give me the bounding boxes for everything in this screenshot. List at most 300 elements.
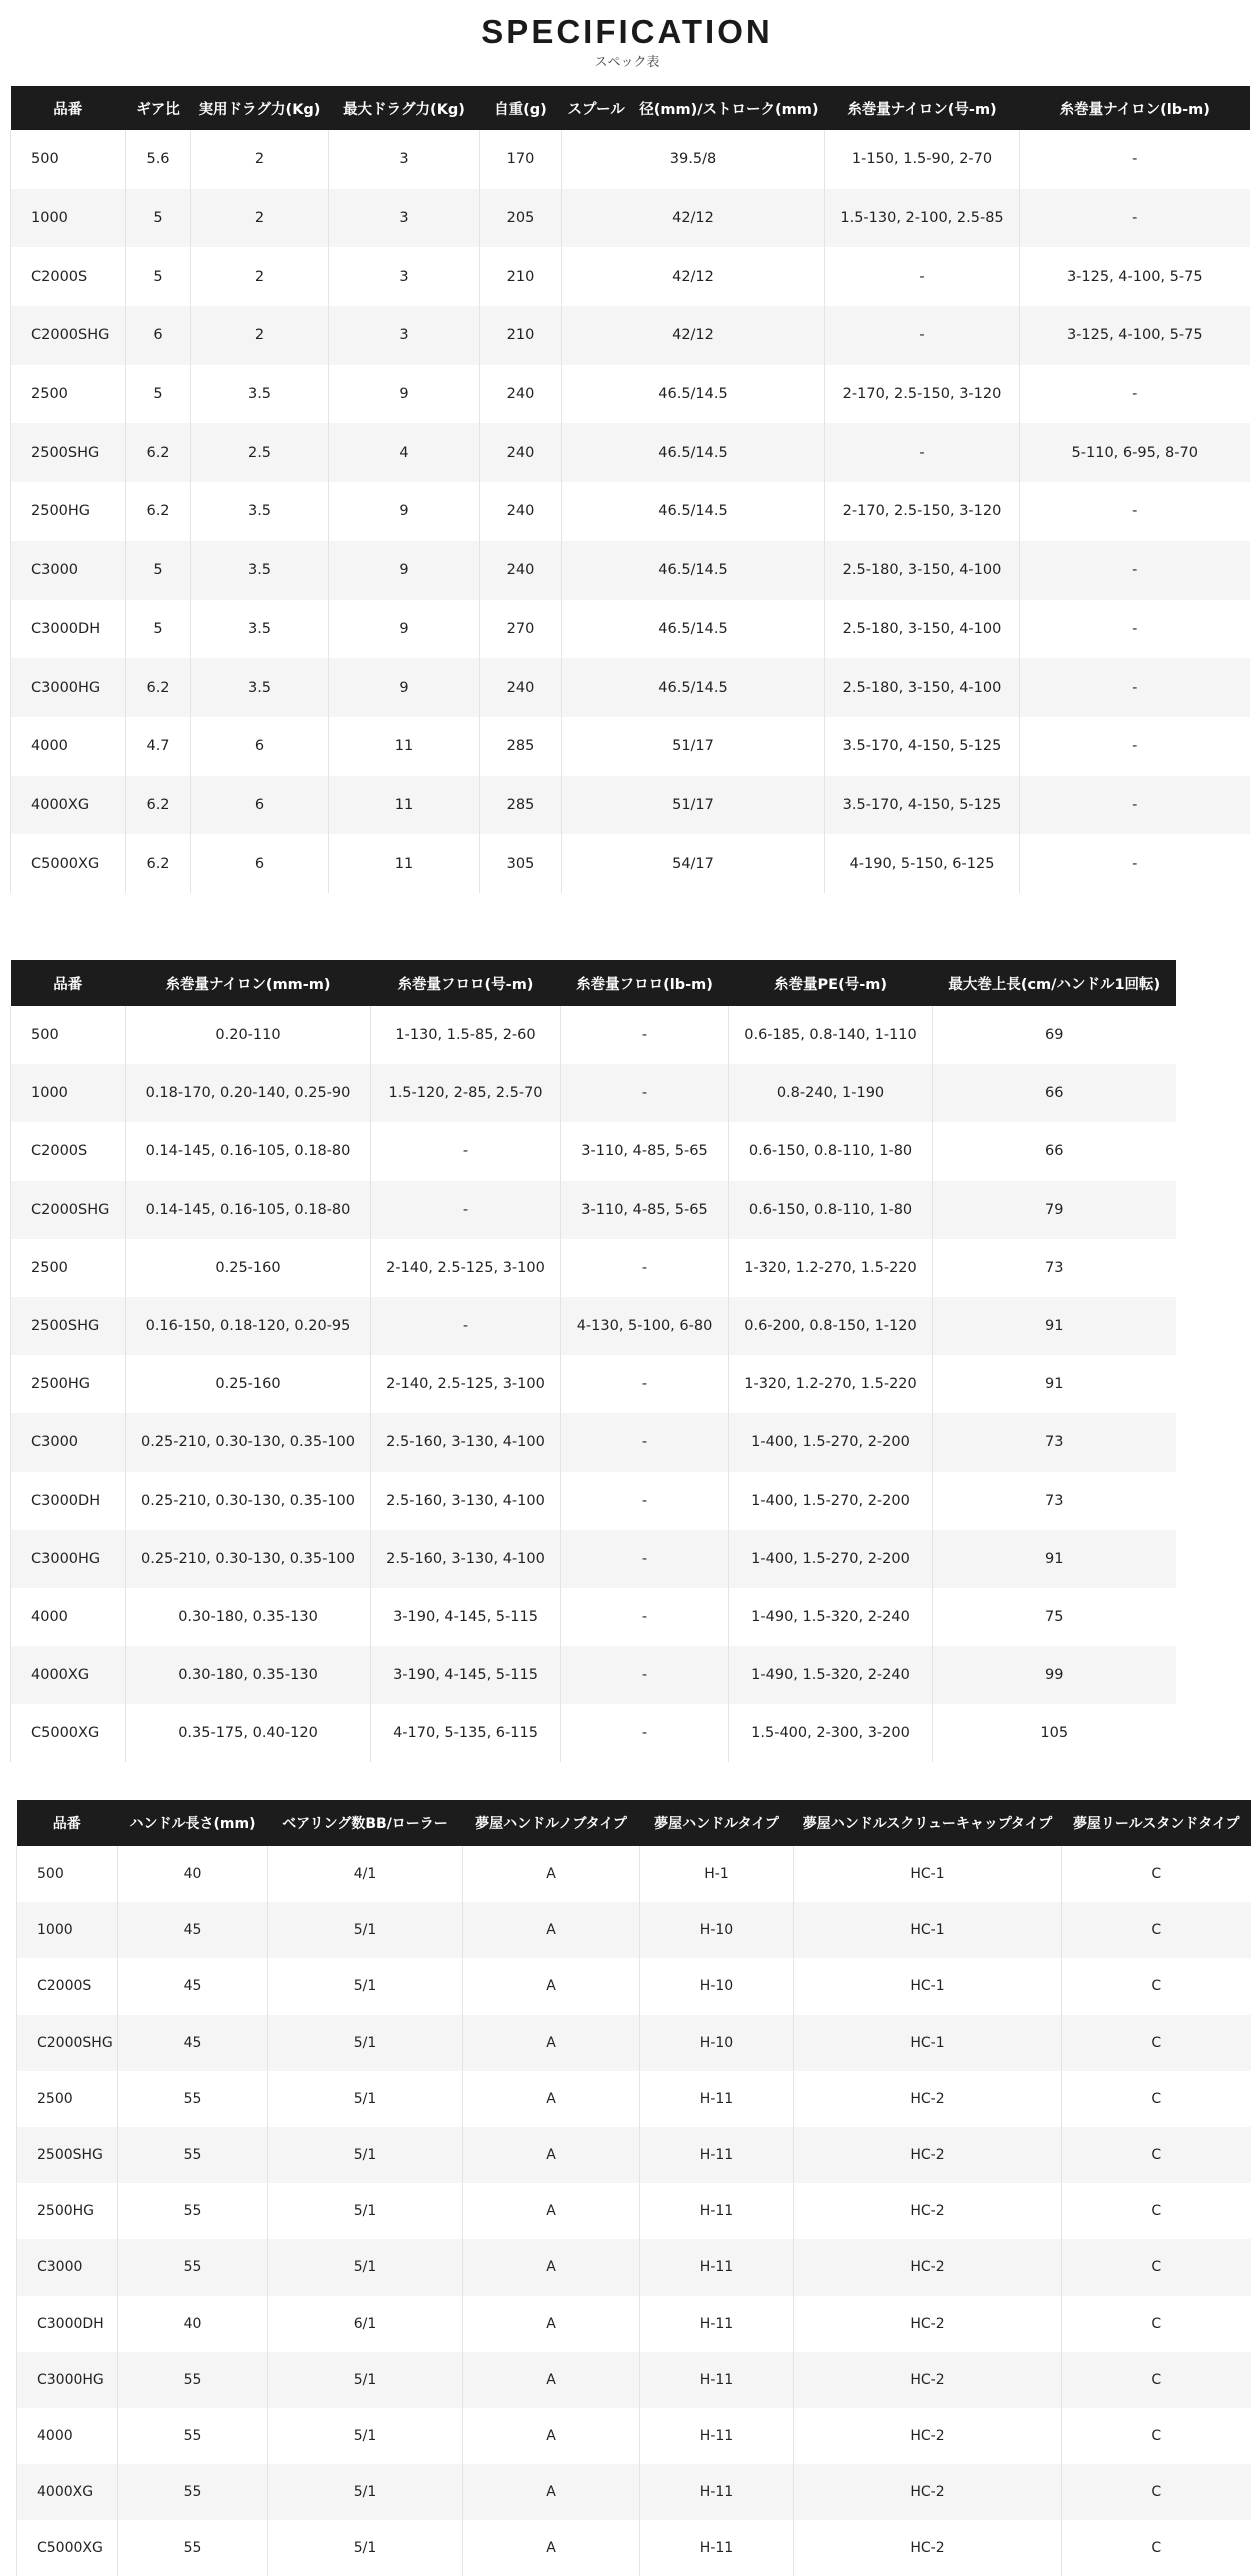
column-header: 夢屋ハンドルタイプ (640, 1800, 794, 1846)
table-cell: - (561, 1646, 729, 1704)
table-cell: A (463, 2520, 640, 2576)
table-cell: H-11 (640, 2520, 794, 2576)
table-cell: C (1062, 2352, 1251, 2408)
table-cell: 0.20-110 (126, 1006, 371, 1064)
table-cell: 4 (329, 423, 480, 482)
model-cell: 500 (11, 130, 126, 189)
table-cell: 1-320, 1.2-270, 1.5-220 (729, 1239, 933, 1297)
table-row (11, 247, 1250, 306)
table-cell: 5/1 (268, 2352, 463, 2408)
table-cell: 4-190, 5-150, 6-125 (825, 834, 1020, 893)
table-cell: 55 (118, 2239, 268, 2295)
table-cell: 6.2 (126, 482, 191, 541)
table-row (11, 717, 1250, 776)
table-cell: 40 (118, 2296, 268, 2352)
column-header: 品番 (11, 960, 126, 1006)
table-cell: 1.5-120, 2-85, 2.5-70 (371, 1064, 561, 1122)
table-row (17, 1902, 1251, 1958)
model-cell: 2500HG (17, 2183, 118, 2239)
model-cell: C3000 (11, 541, 126, 600)
table-cell: - (371, 1122, 561, 1180)
table-cell: H-11 (640, 2408, 794, 2464)
table-cell: 2 (191, 306, 329, 365)
page-subtitle: スペック表 (594, 55, 660, 70)
table-cell: 0.6-150, 0.8-110, 1-80 (729, 1181, 933, 1239)
column-header: 実用ドラグ力(Kg) (191, 86, 329, 130)
table-cell: 0.25-160 (126, 1239, 371, 1297)
column-header: 糸巻量PE(号-m) (729, 960, 933, 1006)
model-cell: 2500HG (11, 1355, 126, 1413)
table-cell: 46.5/14.5 (562, 423, 825, 482)
table-row (11, 1006, 1176, 1064)
table-cell: 11 (329, 717, 480, 776)
table-cell: HC-1 (794, 1902, 1062, 1958)
model-cell: 2500HG (11, 482, 126, 541)
table-row (17, 1958, 1251, 2014)
table-cell: C (1062, 2127, 1251, 2183)
table-cell: 51/17 (562, 776, 825, 835)
table-cell: C (1062, 2071, 1251, 2127)
table-cell: A (463, 2183, 640, 2239)
table-cell: 42/12 (562, 189, 825, 248)
table-cell: HC-2 (794, 2239, 1062, 2295)
table-cell: 45 (118, 1902, 268, 1958)
table-cell: 69 (933, 1006, 1176, 1064)
table-row (11, 1472, 1176, 1530)
model-cell: 4000 (11, 717, 126, 776)
table-cell: 46.5/14.5 (562, 482, 825, 541)
model-cell: 4000XG (17, 2464, 118, 2520)
table-cell: A (463, 2239, 640, 2295)
column-header: ギア比 (126, 86, 191, 130)
column-header: 夢屋ハンドルスクリューキャップタイプ (794, 1800, 1062, 1846)
table-cell: 6.2 (126, 423, 191, 482)
table-cell: - (1020, 541, 1250, 600)
table-row (17, 2071, 1251, 2127)
table-cell: 91 (933, 1530, 1176, 1588)
table-cell: 55 (118, 2127, 268, 2183)
column-header: 最大ドラグ力(Kg) (329, 86, 480, 130)
model-cell: 2500SHG (11, 423, 126, 482)
table-cell: 4.7 (126, 717, 191, 776)
table-cell: 1-320, 1.2-270, 1.5-220 (729, 1355, 933, 1413)
table-cell: 9 (329, 482, 480, 541)
table-cell: 2.5-180, 3-150, 4-100 (825, 658, 1020, 717)
table-cell: 285 (480, 717, 562, 776)
table-cell: 46.5/14.5 (562, 541, 825, 600)
table-row (11, 1239, 1176, 1297)
table-row (11, 1122, 1176, 1180)
table-cell: C (1062, 2464, 1251, 2520)
table-row (17, 2296, 1251, 2352)
table-cell: 2.5-160, 3-130, 4-100 (371, 1472, 561, 1530)
model-cell: 1000 (11, 1064, 126, 1122)
table-cell: 1-400, 1.5-270, 2-200 (729, 1530, 933, 1588)
table-cell: 75 (933, 1588, 1176, 1646)
table-cell: 46.5/14.5 (562, 365, 825, 424)
table-cell: 9 (329, 541, 480, 600)
table-cell: - (1020, 600, 1250, 659)
table-cell: 5/1 (268, 2408, 463, 2464)
table-row (17, 2127, 1251, 2183)
table-cell: 0.30-180, 0.35-130 (126, 1588, 371, 1646)
table-cell: 0.14-145, 0.16-105, 0.18-80 (126, 1181, 371, 1239)
model-cell: C2000SHG (11, 1181, 126, 1239)
table-cell: 6.2 (126, 658, 191, 717)
table-cell: - (371, 1181, 561, 1239)
table-cell: A (463, 2296, 640, 2352)
table-cell: 0.25-210, 0.30-130, 0.35-100 (126, 1413, 371, 1471)
table-cell: A (463, 1958, 640, 2014)
table-cell: C (1062, 2015, 1251, 2071)
table-cell: - (561, 1588, 729, 1646)
table-cell: A (463, 1846, 640, 1902)
table-cell: 285 (480, 776, 562, 835)
table-cell: HC-2 (794, 2464, 1062, 2520)
table-cell: - (1020, 365, 1250, 424)
model-cell: C3000DH (11, 1472, 126, 1530)
model-cell: 4000 (11, 1588, 126, 1646)
table-cell: H-11 (640, 2239, 794, 2295)
table-row (11, 1355, 1176, 1413)
table-cell: 5 (126, 541, 191, 600)
table-cell: 6 (191, 834, 329, 893)
table-cell: 42/12 (562, 306, 825, 365)
table-row (11, 482, 1250, 541)
table-cell: C (1062, 2239, 1251, 2295)
table-cell: - (561, 1239, 729, 1297)
table-cell: 0.14-145, 0.16-105, 0.18-80 (126, 1122, 371, 1180)
table-cell: C (1062, 1846, 1251, 1902)
table-cell: 5 (126, 365, 191, 424)
table-row (11, 189, 1250, 248)
table-cell: 2.5-160, 3-130, 4-100 (371, 1530, 561, 1588)
table-cell: 2 (191, 247, 329, 306)
table-cell: 4-130, 5-100, 6-80 (561, 1297, 729, 1355)
table-header-row (11, 960, 1176, 1006)
spec-table-2 (10, 960, 1176, 1762)
model-cell: C2000SHG (17, 2015, 118, 2071)
table-cell: 5/1 (268, 2127, 463, 2183)
model-cell: 1000 (11, 189, 126, 248)
table-row (17, 2239, 1251, 2295)
table-cell: 3 (329, 189, 480, 248)
table-cell: 1-490, 1.5-320, 2-240 (729, 1588, 933, 1646)
model-cell: C2000S (17, 1958, 118, 2014)
table-cell: 3.5 (191, 600, 329, 659)
table-cell: 240 (480, 423, 562, 482)
table-cell: 3.5-170, 4-150, 5-125 (825, 776, 1020, 835)
table-cell: C (1062, 2296, 1251, 2352)
table-cell: A (463, 2015, 640, 2071)
table-cell: C (1062, 1958, 1251, 2014)
model-cell: 500 (11, 1006, 126, 1064)
table-cell: 5.6 (126, 130, 191, 189)
table-cell: H-11 (640, 2464, 794, 2520)
table-cell: 2.5-180, 3-150, 4-100 (825, 541, 1020, 600)
table-cell: H-10 (640, 1902, 794, 1958)
model-cell: 2500 (11, 365, 126, 424)
table-cell: 5 (126, 189, 191, 248)
table-cell: H-1 (640, 1846, 794, 1902)
table-cell: 3-110, 4-85, 5-65 (561, 1181, 729, 1239)
table-cell: 99 (933, 1646, 1176, 1704)
table-cell: 2.5 (191, 423, 329, 482)
table-cell: - (1020, 658, 1250, 717)
table-cell: 3 (329, 247, 480, 306)
table-cell: 3-125, 4-100, 5-75 (1020, 306, 1250, 365)
table-cell: 6.2 (126, 776, 191, 835)
table-cell: 73 (933, 1472, 1176, 1530)
table-cell: 51/17 (562, 717, 825, 776)
spec-table-3 (16, 1800, 1251, 2576)
table-row (17, 2352, 1251, 2408)
spec-table-1 (10, 86, 1250, 893)
table-cell: - (371, 1297, 561, 1355)
column-header: ベアリング数BB/ローラー (268, 1800, 463, 1846)
table-cell: 45 (118, 2015, 268, 2071)
table-cell: A (463, 2408, 640, 2464)
table-cell: HC-1 (794, 1958, 1062, 2014)
table-row (11, 658, 1250, 717)
table-cell: - (561, 1064, 729, 1122)
table-cell: A (463, 2352, 640, 2408)
table-cell: 9 (329, 658, 480, 717)
table-row (11, 1064, 1176, 1122)
table-cell: 4/1 (268, 1846, 463, 1902)
table-cell: 55 (118, 2183, 268, 2239)
column-header: 自重(g) (480, 86, 562, 130)
model-cell: C3000DH (11, 600, 126, 659)
table-cell: 6.2 (126, 834, 191, 893)
table-cell: - (1020, 776, 1250, 835)
table-cell: 6 (126, 306, 191, 365)
model-cell: C5000XG (11, 834, 126, 893)
table-row (11, 834, 1250, 893)
model-cell: C3000DH (17, 2296, 118, 2352)
table-cell: 6 (191, 776, 329, 835)
table-cell: 3.5 (191, 658, 329, 717)
table-cell: H-10 (640, 2015, 794, 2071)
table-row (11, 130, 1250, 189)
table-row (11, 1530, 1176, 1588)
table-cell: 91 (933, 1297, 1176, 1355)
model-cell: C3000 (11, 1413, 126, 1471)
table-header-row (11, 86, 1250, 130)
table-cell: 3.5 (191, 365, 329, 424)
table-cell: 3 (329, 306, 480, 365)
table-cell: 73 (933, 1239, 1176, 1297)
table-cell: - (1020, 717, 1250, 776)
table-cell: - (561, 1530, 729, 1588)
table-cell: 0.30-180, 0.35-130 (126, 1646, 371, 1704)
table-cell: 240 (480, 541, 562, 600)
table-cell: - (561, 1413, 729, 1471)
table-cell: 5 (126, 247, 191, 306)
table-cell: 1-130, 1.5-85, 2-60 (371, 1006, 561, 1064)
table-cell: 9 (329, 600, 480, 659)
spec-header (0, 0, 1254, 78)
table-cell: - (561, 1006, 729, 1064)
column-header: 糸巻量ナイロン(号-m) (825, 86, 1020, 130)
model-cell: 2500SHG (11, 1297, 126, 1355)
table-cell: C (1062, 1902, 1251, 1958)
table-cell: - (561, 1355, 729, 1413)
column-header: 糸巻量フロロ(lb-m) (561, 960, 729, 1006)
table-cell: - (825, 247, 1020, 306)
table-cell: 2.5-180, 3-150, 4-100 (825, 600, 1020, 659)
table-row (17, 2464, 1251, 2520)
table-cell: - (825, 306, 1020, 365)
table-cell: 66 (933, 1122, 1176, 1180)
model-cell: 2500SHG (17, 2127, 118, 2183)
table-cell: 3-125, 4-100, 5-75 (1020, 247, 1250, 306)
table-cell: 55 (118, 2464, 268, 2520)
table-cell: 210 (480, 247, 562, 306)
table-cell: 9 (329, 365, 480, 424)
table-cell: 0.35-175, 0.40-120 (126, 1704, 371, 1762)
model-cell: 4000XG (11, 776, 126, 835)
table-row (17, 1846, 1251, 1902)
table-cell: HC-2 (794, 2296, 1062, 2352)
table-cell: HC-1 (794, 2015, 1062, 2071)
column-header: スプール 径(mm)/ストローク(mm) (562, 86, 825, 130)
table-cell: C (1062, 2408, 1251, 2464)
table-row (11, 365, 1250, 424)
column-header: 糸巻量ナイロン(mm-m) (126, 960, 371, 1006)
table-cell: 11 (329, 776, 480, 835)
model-cell: C2000S (11, 247, 126, 306)
table-cell: C (1062, 2520, 1251, 2576)
model-cell: 4000XG (11, 1646, 126, 1704)
table-cell: - (1020, 130, 1250, 189)
table-cell: C (1062, 2183, 1251, 2239)
table-cell: HC-2 (794, 2127, 1062, 2183)
table-cell: HC-2 (794, 2408, 1062, 2464)
table-row (11, 1297, 1176, 1355)
table-header-row (17, 1800, 1251, 1846)
table-cell: 3-110, 4-85, 5-65 (561, 1122, 729, 1180)
table-cell: 42/12 (562, 247, 825, 306)
table-cell: 5/1 (268, 2464, 463, 2520)
table-cell: 5/1 (268, 2071, 463, 2127)
table-cell: 5/1 (268, 2520, 463, 2576)
table-cell: 39.5/8 (562, 130, 825, 189)
column-header: 品番 (11, 86, 126, 130)
table-cell: 0.25-160 (126, 1355, 371, 1413)
table-cell: HC-1 (794, 1846, 1062, 1902)
table-row (17, 2015, 1251, 2071)
table-cell: - (561, 1472, 729, 1530)
table-cell: 205 (480, 189, 562, 248)
table-cell: 2-170, 2.5-150, 3-120 (825, 365, 1020, 424)
table-cell: 91 (933, 1355, 1176, 1413)
model-cell: C3000HG (11, 1530, 126, 1588)
table-cell: 6/1 (268, 2296, 463, 2352)
table-cell: 5/1 (268, 1902, 463, 1958)
table-row (11, 1704, 1176, 1762)
table-cell: 3.5-170, 4-150, 5-125 (825, 717, 1020, 776)
column-header: 糸巻量ナイロン(lb-m) (1020, 86, 1250, 130)
table-cell: 4-170, 5-135, 6-115 (371, 1704, 561, 1762)
model-cell: 1000 (17, 1902, 118, 1958)
table-row (11, 1413, 1176, 1471)
table-cell: 5/1 (268, 2239, 463, 2295)
model-cell: 2500 (17, 2071, 118, 2127)
model-cell: C3000 (17, 2239, 118, 2295)
model-cell: C5000XG (11, 1704, 126, 1762)
table-cell: 0.6-150, 0.8-110, 1-80 (729, 1122, 933, 1180)
table-cell: 40 (118, 1846, 268, 1902)
table-row (11, 600, 1250, 659)
table-cell: 5/1 (268, 2183, 463, 2239)
table-cell: HC-2 (794, 2520, 1062, 2576)
table-cell: 3.5 (191, 541, 329, 600)
table-cell: 46.5/14.5 (562, 600, 825, 659)
table-cell: 3.5 (191, 482, 329, 541)
table-cell: 66 (933, 1064, 1176, 1122)
table-cell: 240 (480, 365, 562, 424)
table-cell: HC-2 (794, 2183, 1062, 2239)
column-header: 品番 (17, 1800, 118, 1846)
model-cell: C3000HG (17, 2352, 118, 2408)
table-cell: 2-140, 2.5-125, 3-100 (371, 1239, 561, 1297)
model-cell: 2500 (11, 1239, 126, 1297)
table-cell: 170 (480, 130, 562, 189)
model-cell: 4000 (17, 2408, 118, 2464)
table-cell: 55 (118, 2352, 268, 2408)
column-header: ハンドル長さ(mm) (118, 1800, 268, 1846)
table-cell: H-11 (640, 2071, 794, 2127)
table-cell: A (463, 2071, 640, 2127)
table-cell: HC-2 (794, 2071, 1062, 2127)
table-row (11, 306, 1250, 365)
table-cell: 2.5-160, 3-130, 4-100 (371, 1413, 561, 1471)
table-row (11, 1646, 1176, 1704)
page-title: SPECIFICATION (481, 13, 773, 50)
table-cell: 1-400, 1.5-270, 2-200 (729, 1472, 933, 1530)
model-cell: 500 (17, 1846, 118, 1902)
table-cell: 0.6-200, 0.8-150, 1-120 (729, 1297, 933, 1355)
table-cell: 2-170, 2.5-150, 3-120 (825, 482, 1020, 541)
table-cell: 79 (933, 1181, 1176, 1239)
model-cell: C2000SHG (11, 306, 126, 365)
table-cell: 305 (480, 834, 562, 893)
table-cell: 73 (933, 1413, 1176, 1471)
table-cell: A (463, 1902, 640, 1958)
table-cell: 105 (933, 1704, 1176, 1762)
table-cell: 55 (118, 2071, 268, 2127)
table-cell: H-11 (640, 2183, 794, 2239)
table-cell: H-11 (640, 2296, 794, 2352)
table-cell: 1.5-130, 2-100, 2.5-85 (825, 189, 1020, 248)
table-cell: 270 (480, 600, 562, 659)
table-cell: 5/1 (268, 1958, 463, 2014)
table-cell: 5/1 (268, 2015, 463, 2071)
table-cell: A (463, 2127, 640, 2183)
table-row (11, 541, 1250, 600)
table-cell: 5-110, 6-95, 8-70 (1020, 423, 1250, 482)
table-row (11, 776, 1250, 835)
column-header: 夢屋ハンドルノブタイプ (463, 1800, 640, 1846)
table-cell: 0.6-185, 0.8-140, 1-110 (729, 1006, 933, 1064)
model-cell: C2000S (11, 1122, 126, 1180)
table-cell: 3-190, 4-145, 5-115 (371, 1646, 561, 1704)
table-cell: HC-2 (794, 2352, 1062, 2408)
table-cell: 1.5-400, 2-300, 3-200 (729, 1704, 933, 1762)
table-cell: 54/17 (562, 834, 825, 893)
table-cell: 55 (118, 2408, 268, 2464)
